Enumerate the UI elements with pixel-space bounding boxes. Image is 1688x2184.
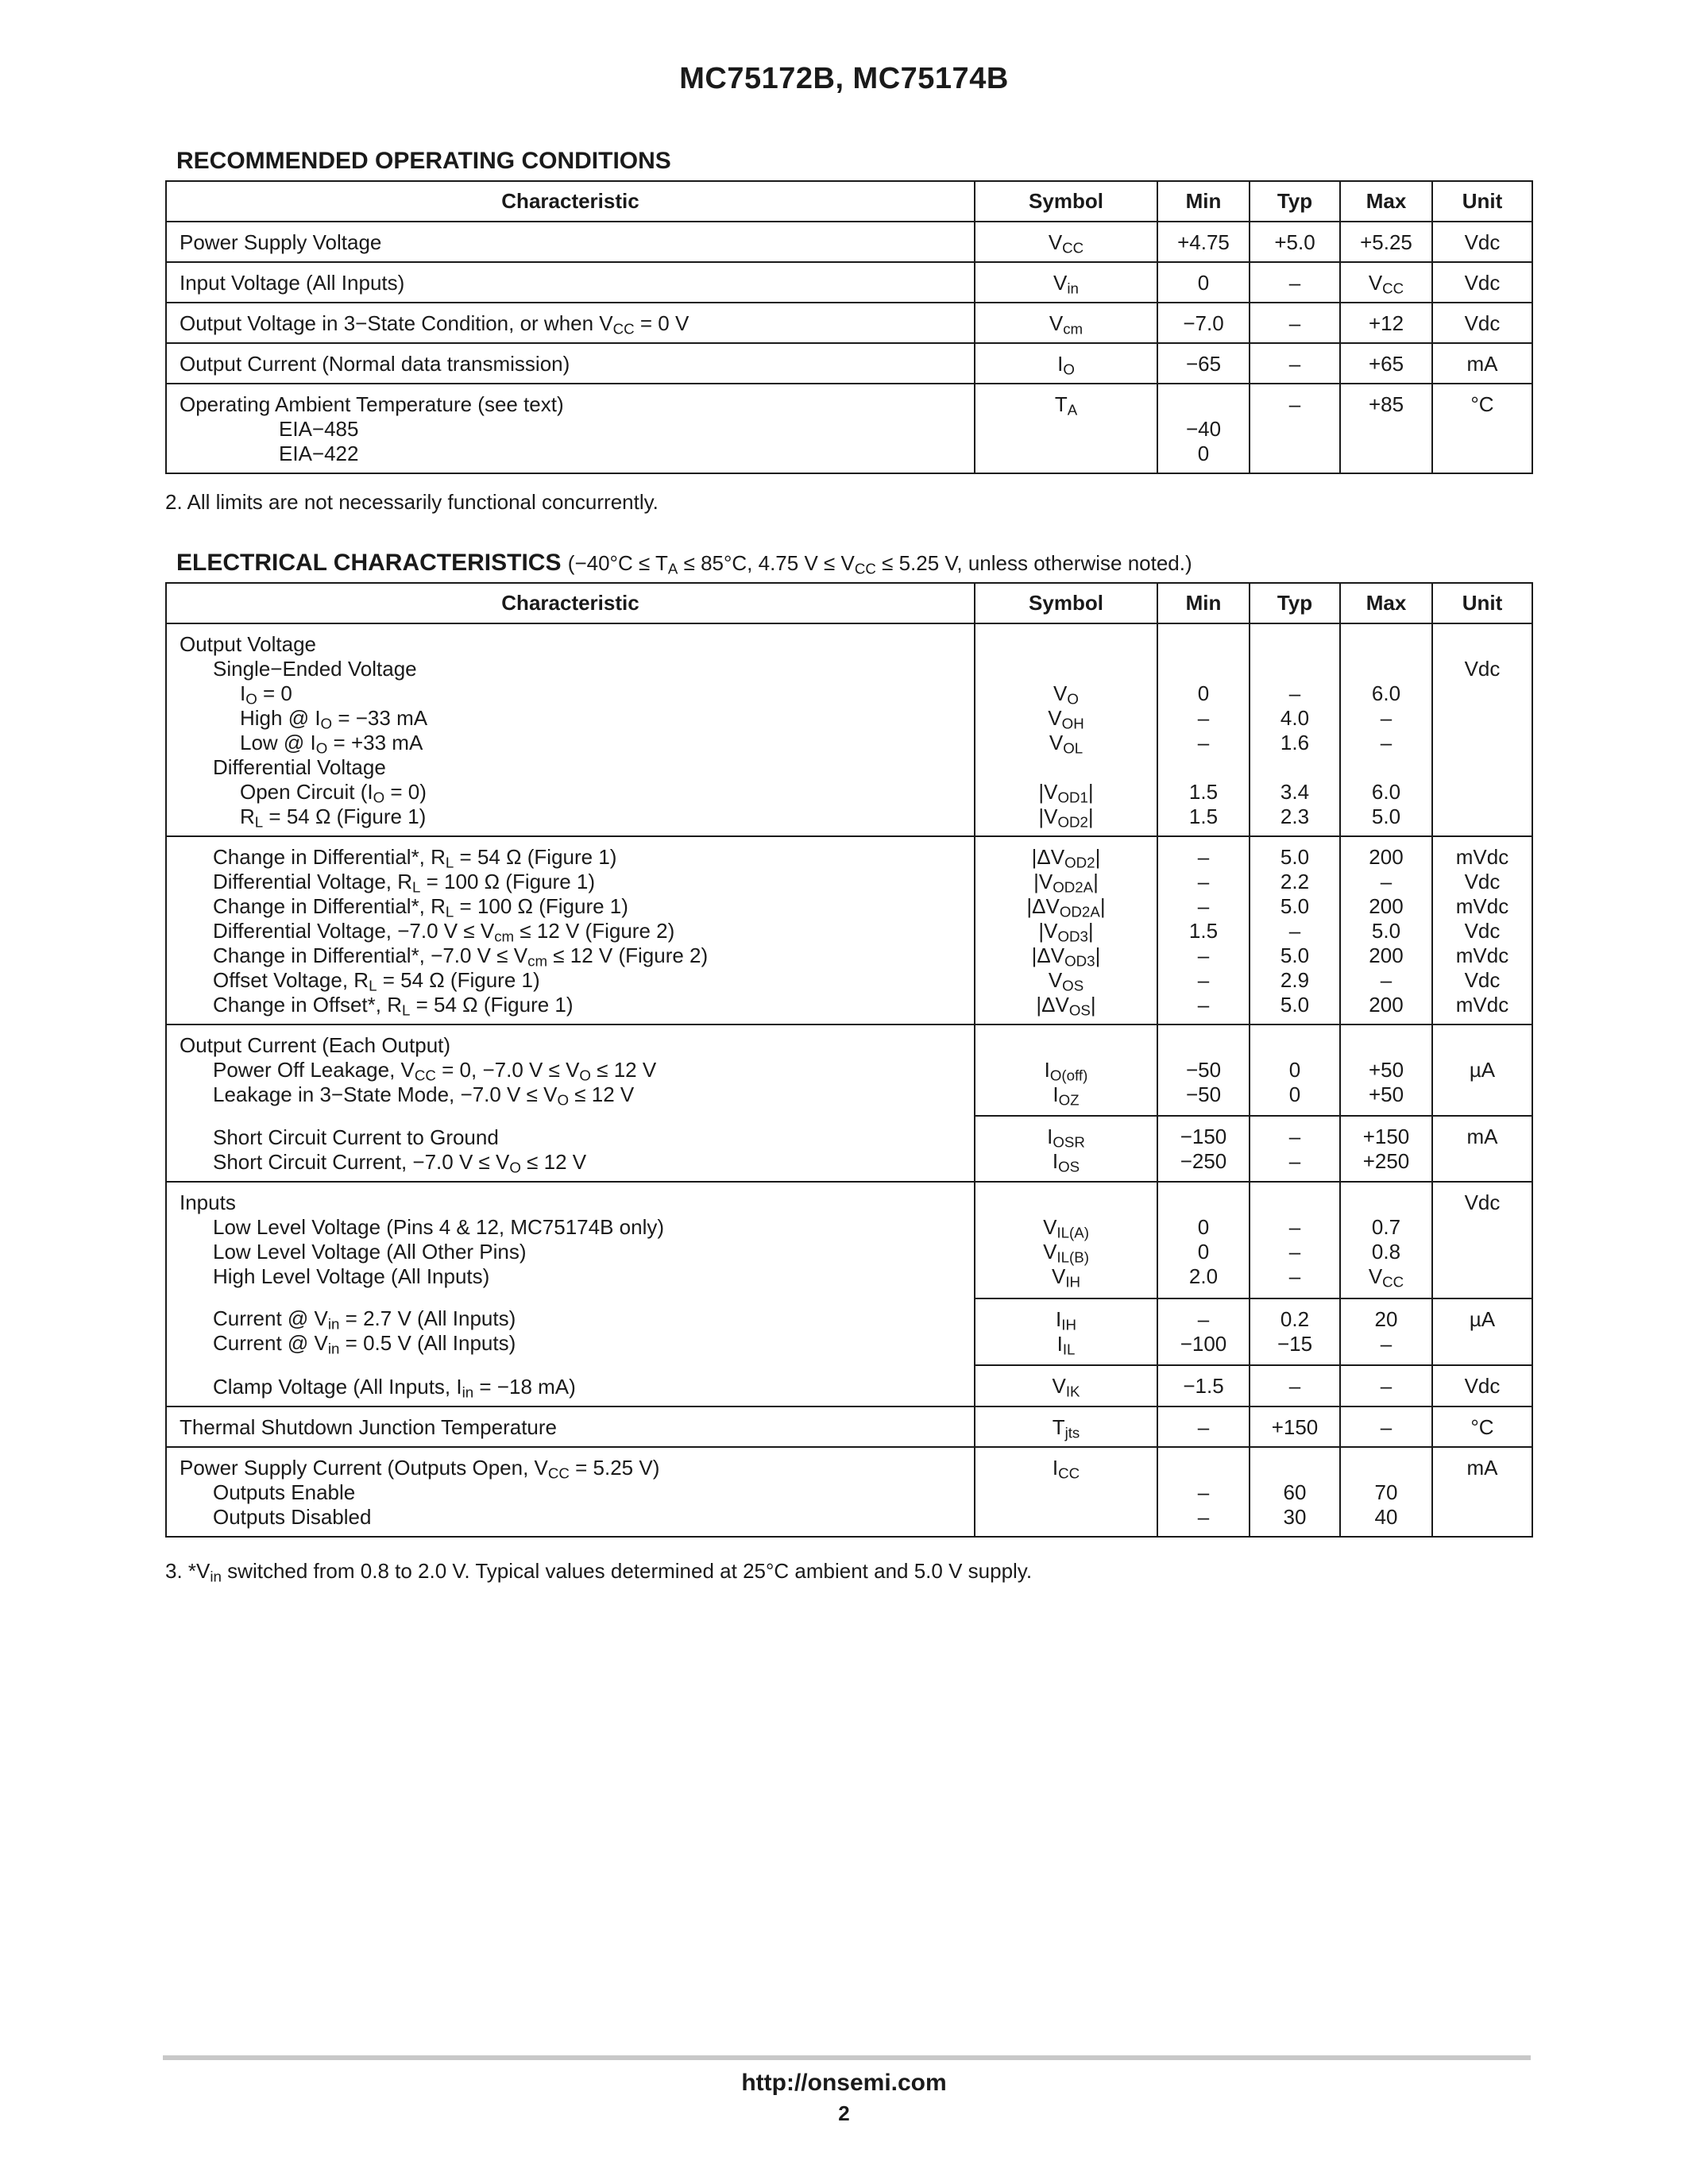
- max-cell: +5.25: [1340, 222, 1432, 262]
- page-number: 2: [838, 2101, 850, 2125]
- max-cell: +12: [1340, 303, 1432, 343]
- min-cell: – –: [1157, 1447, 1250, 1537]
- col-characteristic: Characteristic: [166, 181, 975, 222]
- symbol-cell: $V_{CC}$: [975, 222, 1157, 262]
- typ-cell: 0.2 −15: [1250, 1298, 1340, 1365]
- min-cell: 0 – – 1.5 1.5: [1157, 623, 1250, 836]
- min-cell: 0: [1157, 262, 1250, 303]
- unit-cell: Vdc: [1432, 222, 1532, 262]
- col-min: Min: [1157, 583, 1250, 623]
- table-row: [166, 222, 1532, 262]
- min-cell: – −100: [1157, 1298, 1250, 1365]
- characteristic-cell: Power Supply Current (Outputs Open, $V_{CC} = 5.25$ V) Outputs Enable Outputs Disabled: [166, 1447, 975, 1537]
- unit-cell: Vdc: [1432, 303, 1532, 343]
- typ-cell: – – –: [1250, 1182, 1340, 1298]
- symbol-cell: $V_{in}$: [975, 262, 1157, 303]
- col-max: Max: [1340, 181, 1432, 222]
- col-symbol: Symbol: [975, 583, 1157, 623]
- typ-cell: –: [1250, 262, 1340, 303]
- roc-heading: RECOMMENDED OPERATING CONDITIONS: [176, 148, 671, 174]
- unit-cell: °C: [1432, 384, 1532, 473]
- typ-cell: 60 30: [1250, 1447, 1340, 1537]
- unit-cell: mA: [1432, 1116, 1532, 1182]
- ec-heading: ELECTRICAL CHARACTERISTICS ($-40^\circ C \le T_A \le 85^\circ C$, 4.75 $V \le V_{CC} \le 5.25$ V, unless otherwise noted.): [176, 550, 1192, 577]
- ec-conditions: ($-40^\circ C \le T_A \le 85^\circ C$, 4.75 $V \le V_{CC} \le 5.25$ V, unless otherwise noted.): [567, 551, 1192, 577]
- table-row: [166, 1182, 1532, 1298]
- typ-cell: +150: [1250, 1406, 1340, 1447]
- unit-cell: mVdc Vdc mVdc Vdc mVdc Vdc mVdc: [1432, 836, 1532, 1024]
- min-cell: −7.0: [1157, 303, 1250, 343]
- min-cell: –: [1157, 1406, 1250, 1447]
- table-row: [166, 836, 1532, 1024]
- typ-cell: +5.0: [1250, 222, 1340, 262]
- table-row: [166, 262, 1532, 303]
- min-cell: −40 0: [1157, 384, 1250, 473]
- characteristic-cell: Output Voltage Single−Ended Voltage $I_O = 0$ High @ $I_O = -33$ mA Low @ $I_O = +33$ mA Differential Voltage Open Circuit $(I_O = 0)$ $R_L = 54$ Ω (Figure 1): [166, 623, 975, 836]
- typ-cell: –: [1250, 384, 1340, 473]
- typ-cell: – –: [1250, 1116, 1340, 1182]
- characteristic-cell: Output Current (Normal data transmission): [166, 343, 975, 384]
- footnote-2: 2. All limits are not necessarily functional concurrently.: [165, 490, 659, 514]
- min-cell: −50 −50: [1157, 1024, 1250, 1116]
- table-row: [166, 1406, 1532, 1447]
- symbol-cell: $I_{IH}$ $I_{IL}$: [975, 1298, 1157, 1365]
- max-cell: +150 +250: [1340, 1116, 1432, 1182]
- col-unit: Unit: [1432, 181, 1532, 222]
- typ-cell: –: [1250, 1365, 1340, 1406]
- max-cell: 0.7 0.8 $V_{CC}$: [1340, 1182, 1432, 1298]
- characteristic-cell: Output Current (Each Output) Power Off Leakage, $V_{CC} = 0$, −7.0 $V \le V_O \le 12$ V Leakage in 3−State Mode, −7.0 $V \le V_O \le 12$ V Short Circuit Current to Ground Short Circuit Current, −7.0 $V \le V_O \le 12$ V: [166, 1024, 975, 1182]
- symbol-cell: $T_{jts}$: [975, 1406, 1157, 1447]
- roc-table: [165, 180, 1533, 474]
- min-cell: −65: [1157, 343, 1250, 384]
- typ-cell: 0 0: [1250, 1024, 1340, 1116]
- max-cell: 70 40: [1340, 1447, 1432, 1537]
- col-unit: Unit: [1432, 583, 1532, 623]
- symbol-cell: $I_O$: [975, 343, 1157, 384]
- footnote-3: 3. $*V_{in}$ switched from 0.8 to 2.0 V. Typical values determined at 25°C ambient and 5.0 V supply.: [165, 1559, 1033, 1585]
- max-cell: 20 –: [1340, 1298, 1432, 1365]
- col-min: Min: [1157, 181, 1250, 222]
- symbol-cell: $I_{O(off)}$ $I_{OZ}$: [975, 1024, 1157, 1116]
- max-cell: 6.0 – – 6.0 5.0: [1340, 623, 1432, 836]
- characteristic-cell: Input Voltage (All Inputs): [166, 262, 975, 303]
- max-cell: –: [1340, 1365, 1432, 1406]
- characteristic-cell: Operating Ambient Temperature (see text) EIA−485 EIA−422: [166, 384, 975, 473]
- col-typ: Typ: [1250, 583, 1340, 623]
- typ-cell: –: [1250, 343, 1340, 384]
- unit-cell: °C: [1432, 1406, 1532, 1447]
- symbol-cell: $I_{OSR}$ $I_{OS}$: [975, 1116, 1157, 1182]
- characteristic-cell: Output Voltage in 3−State Condition, or when $V_{CC} = 0$ V: [166, 303, 975, 343]
- footer-divider: [163, 2055, 1531, 2060]
- characteristic-cell: Thermal Shutdown Junction Temperature: [166, 1406, 975, 1447]
- symbol-cell: $V_{IL(A)}$ $V_{IL(B)}$ $V_{IH}$: [975, 1182, 1157, 1298]
- min-cell: 0 0 2.0: [1157, 1182, 1250, 1298]
- max-cell: +65: [1340, 343, 1432, 384]
- symbol-cell: $|\Delta V_{OD2}|$ $|V_{OD2A}|$ $|\Delta V_{OD2A}|$ $|V_{OD3}|$ $|\Delta V_{OD3}|$ $V_{OS}$ $|\Delta V_{OS}|$: [975, 836, 1157, 1024]
- symbol-cell: $V_{IK}$: [975, 1365, 1157, 1406]
- ec-header-row: [166, 583, 1532, 623]
- characteristic-cell: Inputs Low Level Voltage (Pins 4 & 12, MC75174B only) Low Level Voltage (All Other Pins) High Level Voltage (All Inputs) Current @ $V_{in} = 2.7$ V (All Inputs) Current @ $V_{in} = 0.5$ V (All Inputs) Clamp Voltage (All Inputs, $I_{in} = -18$ mA): [166, 1182, 975, 1406]
- unit-cell: Vdc: [1432, 623, 1532, 836]
- min-cell: −1.5: [1157, 1365, 1250, 1406]
- page-title: MC75172B, MC75174B: [679, 62, 1009, 95]
- typ-cell: –: [1250, 303, 1340, 343]
- symbol-cell: $T_A$: [975, 384, 1157, 473]
- unit-cell: µA: [1432, 1024, 1532, 1116]
- max-cell: $V_{CC}$: [1340, 262, 1432, 303]
- col-max: Max: [1340, 583, 1432, 623]
- roc-header-row: [166, 181, 1532, 222]
- max-cell: –: [1340, 1406, 1432, 1447]
- unit-cell: Vdc: [1432, 1365, 1532, 1406]
- symbol-cell: $I_{CC}$: [975, 1447, 1157, 1537]
- table-row: [166, 623, 1532, 836]
- table-row: [166, 384, 1532, 473]
- max-cell: 200 – 200 5.0 200 – 200: [1340, 836, 1432, 1024]
- unit-cell: Vdc: [1432, 262, 1532, 303]
- min-cell: +4.75: [1157, 222, 1250, 262]
- table-row: [166, 303, 1532, 343]
- col-characteristic: Characteristic: [166, 583, 975, 623]
- max-cell: +85: [1340, 384, 1432, 473]
- table-row: [166, 1447, 1532, 1537]
- unit-cell: µA: [1432, 1298, 1532, 1365]
- min-cell: −150 −250: [1157, 1116, 1250, 1182]
- typ-cell: – 4.0 1.6 3.4 2.3: [1250, 623, 1340, 836]
- ec-table: [165, 582, 1533, 1538]
- min-cell: – – – 1.5 – – –: [1157, 836, 1250, 1024]
- table-row: [166, 343, 1532, 384]
- symbol-cell: $V_{cm}$: [975, 303, 1157, 343]
- symbol-cell: $V_O$ $V_{OH}$ $V_{OL}$ $|V_{OD1}|$ $|V_{OD2}|$: [975, 623, 1157, 836]
- col-typ: Typ: [1250, 181, 1340, 222]
- characteristic-cell: Power Supply Voltage: [166, 222, 975, 262]
- unit-cell: mA: [1432, 343, 1532, 384]
- unit-cell: Vdc: [1432, 1182, 1532, 1298]
- typ-cell: 5.0 2.2 5.0 – 5.0 2.9 5.0: [1250, 836, 1340, 1024]
- unit-cell: mA: [1432, 1447, 1532, 1537]
- characteristic-cell: Change in Differential*, $R_L = 54$ Ω (Figure 1) Differential Voltage, $R_L = 100$ Ω (Figure 1) Change in Differential*, $R_L = 100$ Ω (Figure 1) Differential Voltage, −7.0 $V \le V_{cm} \le 12$ V (Figure 2) Change in Differential*, −7.0 $V \le V_{cm} \le 12$ V (Figure 2) Offset Voltage, $R_L = 54$ Ω (Figure 1) Change in Offset*, $R_L = 54$ Ω (Figure 1): [166, 836, 975, 1024]
- max-cell: +50 +50: [1340, 1024, 1432, 1116]
- col-symbol: Symbol: [975, 181, 1157, 222]
- footer-url-link[interactable]: http://onsemi.com: [741, 2070, 947, 2096]
- table-row: [166, 1024, 1532, 1116]
